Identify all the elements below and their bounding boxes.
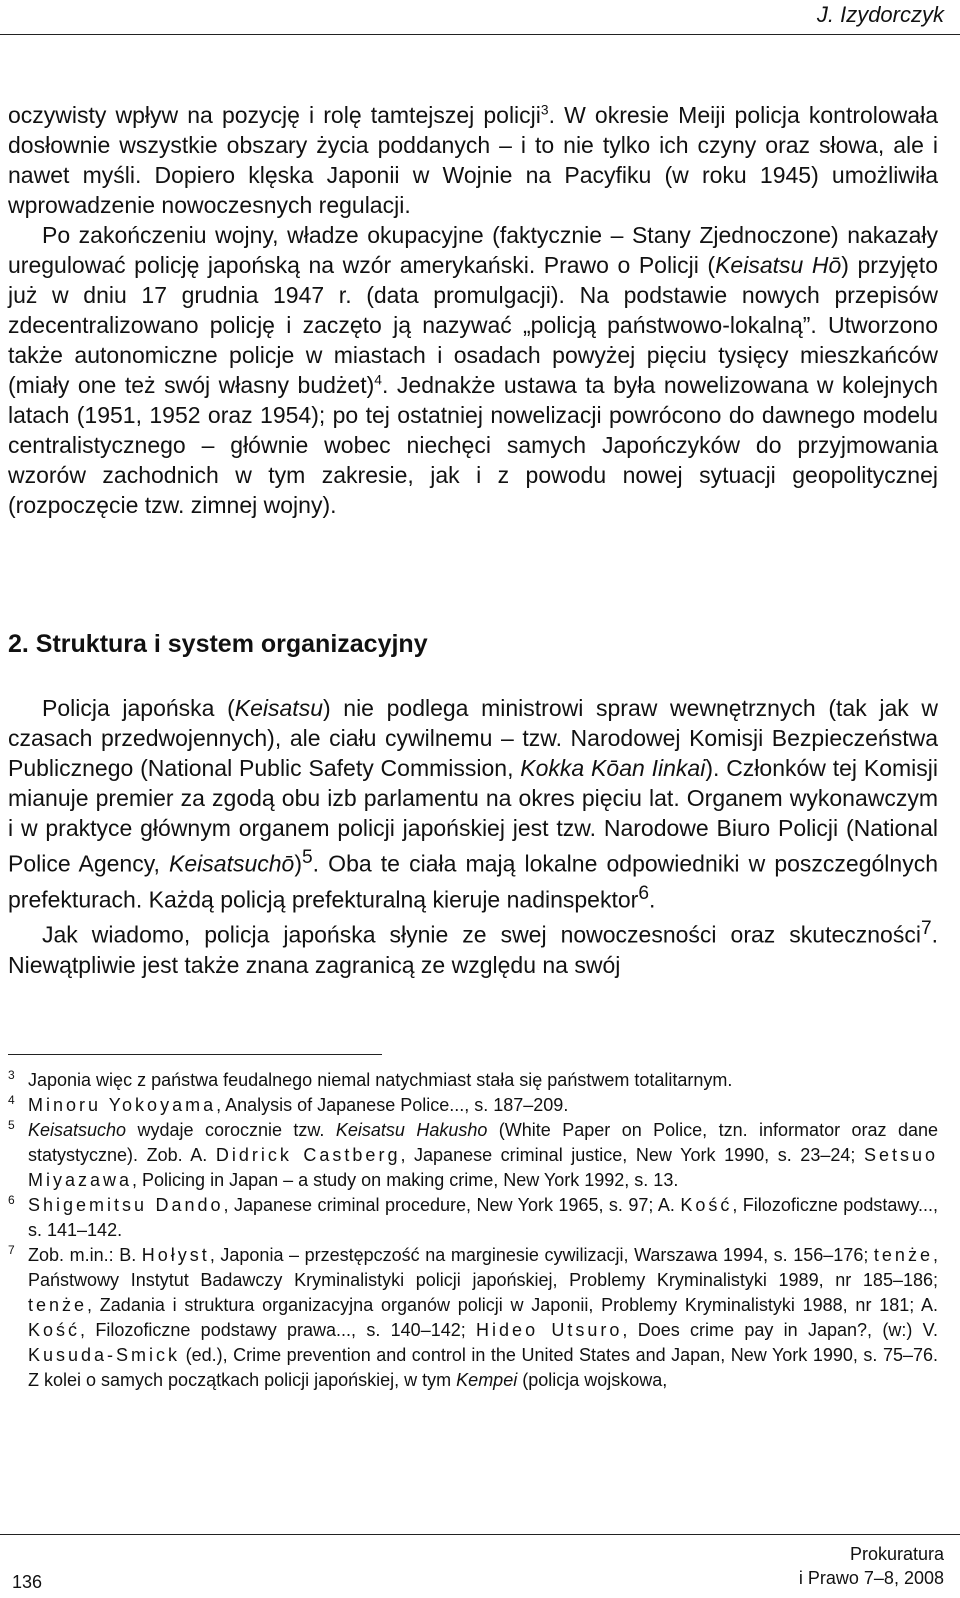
footnote-author: tenże <box>873 1245 933 1265</box>
paragraph-1-text-b: . W okresie Meiji policja kontrolowała dosłownie wszystkie obszary życia poddanych – i to nie tylko ich czyny oraz słowa, ale i nawet myśli. Dopiero klęska Japonii w Wojnie na Pacyfiku (w roku 1945) umożliwiła wprowadzenie nowoczesnych regulacji. <box>8 102 938 218</box>
footnote-text: (policja wojskowa, <box>517 1370 668 1390</box>
footnote-separator <box>8 1054 382 1055</box>
journal-issue: i Prawo 7–8, 2008 <box>798 1568 944 1588</box>
section-heading: 2. Struktura i system organizacyjny <box>8 630 428 658</box>
footnote-text: (White Paper on Police, tzn. informator oraz dane statystyczne). Zob. A. <box>28 1120 938 1165</box>
journal-title: Prokuratura <box>849 1544 944 1564</box>
footnote-ref-4[interactable]: 4 <box>374 372 382 388</box>
footnote-author: Kość <box>680 1195 733 1215</box>
term-keisatsucho: Keisatsuchō <box>169 850 295 877</box>
footnote-author: Hideo Utsuro <box>476 1320 623 1340</box>
paragraph-3 <box>8 693 938 914</box>
footnote-text: Zob. m.in.: B. <box>28 1245 142 1265</box>
footnote-text: , Zadania i struktura organizacyjna organów policji w Japonii, Problemy Kryminalistyki 1988, nr 181; A. <box>87 1295 938 1315</box>
footnote-text: (ed.), Crime prevention and control in the United States and Japan, New York 1990, s. 75–76. Z kolei o samych początkach policji japońskiej, w tym <box>28 1345 938 1390</box>
term-keisatsu: Keisatsu <box>234 695 323 721</box>
footnote-number: 3 <box>8 1068 15 1082</box>
footnote-author: Shigemitsu Dando <box>28 1195 224 1215</box>
footnote-text: , Japanese criminal procedure, New York 1965, s. 97; A. <box>223 1195 681 1215</box>
footnote-ref-6[interactable]: 6 <box>638 882 649 904</box>
footnote-text: , Does crime pay in Japan?, (w:) V. <box>622 1320 938 1340</box>
main-text-upper <box>8 100 938 520</box>
paragraph-2-text-b: ) przyjęto już w dniu 17 grudnia 1947 r. (data promulgacji). Na podstawie nowych przepisów zdecentralizowano policję i zaczęto ją nazywać „policją państwowo-lokalną”. Utworzono także autonomiczne policje w miastach i osadach powyżej pięciu tysięcy mieszkańców (miały one też swój własny budżet) <box>8 252 938 398</box>
footnote-3 <box>8 1068 938 1093</box>
footnote-6 <box>8 1193 938 1243</box>
paragraph-3-text-d: ) <box>294 850 303 877</box>
paragraph-4-text-b: . Niewątpliwie jest także znana zagranicą ze względu na swój <box>8 921 938 978</box>
footnote-5 <box>8 1118 938 1193</box>
main-text-lower <box>8 693 938 980</box>
footnote-author: Didrick Castberg <box>215 1145 401 1165</box>
footnote-text: , Analysis of Japanese Police..., s. 187–209. <box>216 1095 569 1115</box>
paragraph-3-text-e: . Oba te ciała mają lokalne odpowiedniki w poszczególnych prefekturach. Każdą policją prefekturalną kieruje nadinspektor <box>8 850 938 913</box>
paragraph-1 <box>8 100 938 220</box>
footnote-term: Keisatsucho <box>28 1120 127 1140</box>
footnote-ref-7[interactable]: 7 <box>920 918 932 940</box>
footnote-text: , Japonia – przestępczość na marginesie cywilizacji, Warszawa 1994, s. 156–176; <box>209 1245 874 1265</box>
paragraph-2 <box>8 220 938 520</box>
paragraph-4 <box>8 914 938 980</box>
term-kokka-koan-iinkai: Kokka Kōan Iinkai <box>520 755 706 781</box>
page-number: 136 <box>12 1572 43 1592</box>
footnote-term: Keisatsu Hakusho <box>335 1120 488 1140</box>
footnote-number: 4 <box>8 1093 15 1107</box>
footnote-ref-3[interactable]: 3 <box>540 102 549 118</box>
footnote-4 <box>8 1093 938 1118</box>
paragraph-3-text-c: ). Członków tej Komisji mianuje premier za zgodą obu izb parlamentu na okres pięciu lat. Organem wykonawczym i w praktyce głównym organem policji japońskiej jest tzw. Narodowe Biuro Policji (National Police Agency, <box>8 755 938 877</box>
footnote-author: tenże <box>28 1295 88 1315</box>
footnotes <box>8 1068 938 1393</box>
footnote-number: 6 <box>8 1193 15 1207</box>
footnote-text: , Państwowy Instytut Badawczy Kryminalistyki policji japońskiej, Problemy Kryminalistyki 1989, nr 185–186; <box>28 1245 938 1290</box>
footnote-text: , Japanese criminal justice, New York 1990, s. 23–24; <box>400 1145 864 1165</box>
paragraph-3-text-f: . <box>648 886 656 913</box>
paragraph-3-text-b: ) nie podlega ministrowi spraw wewnętrznych (tak jak w czasach przedwojennych), ale ciału cywilnemu – tzw. Narodowej Komisji Bezpieczeństwa Publicznego (National Public Safety Commission, <box>8 695 938 781</box>
footnote-author: Kość <box>28 1320 81 1340</box>
footnote-term: Kempei <box>456 1370 518 1390</box>
footnote-number: 5 <box>8 1118 15 1132</box>
footnote-7 <box>8 1243 938 1393</box>
footnote-text: , Filozoficzne podstawy prawa..., s. 140–142; <box>80 1320 477 1340</box>
term-keisatsu-ho: Keisatsu Hō <box>715 252 842 278</box>
header-rule <box>0 34 960 35</box>
paragraph-3-text-a: Policja japońska ( <box>42 695 235 721</box>
footnote-author: Setsuo Miyazawa <box>28 1145 938 1190</box>
footnote-ref-5[interactable]: 5 <box>302 847 313 868</box>
paragraph-2-text-a: Po zakończeniu wojny, władze okupacyjne (faktycznie – Stany Zjednoczone) nakazały uregulować policję japońską na wzór amerykański. Prawo o Policji ( <box>8 222 938 278</box>
running-head-author: J. Izydorczyk <box>816 2 944 27</box>
paragraph-1-text-a: oczywisty wpływ na pozycję i rolę tamtejszej policji <box>8 102 541 128</box>
journal-info <box>799 1542 944 1590</box>
footnote-number: 7 <box>8 1243 15 1257</box>
footnote-text: , Filozoficzne podstawy..., s. 141–142. <box>28 1195 939 1240</box>
footnote-author: Minoru Yokoyama <box>28 1095 217 1115</box>
footer-rule <box>0 1534 960 1535</box>
footnote-author: Kusuda-Smick <box>28 1345 181 1365</box>
footnote-author: Hołyst <box>141 1245 210 1265</box>
footnote-text: Japonia więc z państwa feudalnego niemal natychmiast stała się państwem totalitarnym. <box>28 1070 733 1090</box>
paragraph-2-text-c: . Jednakże ustawa ta była nowelizowana w kolejnych latach (1951, 1952 oraz 1954); po tej ostatniej nowelizacji powrócono do dawnego modelu centralistycznego – głównie wobec niechęci samych Japończyków do przyjmowania wzorów zachodnich w tym zakresie, jak i z powodu nowej sytuacji geopolitycznej (rozpoczęcie tzw. zimnej wojny). <box>8 372 938 518</box>
footnote-text: wydaje corocznie tzw. <box>126 1120 336 1140</box>
footnote-text: , Policing in Japan – a study on making crime, New York 1992, s. 13. <box>132 1170 679 1190</box>
paragraph-4-text-a: Jak wiadomo, policja japońska słynie ze swej nowoczesności oraz skuteczności <box>42 921 921 948</box>
page-header <box>0 0 960 40</box>
